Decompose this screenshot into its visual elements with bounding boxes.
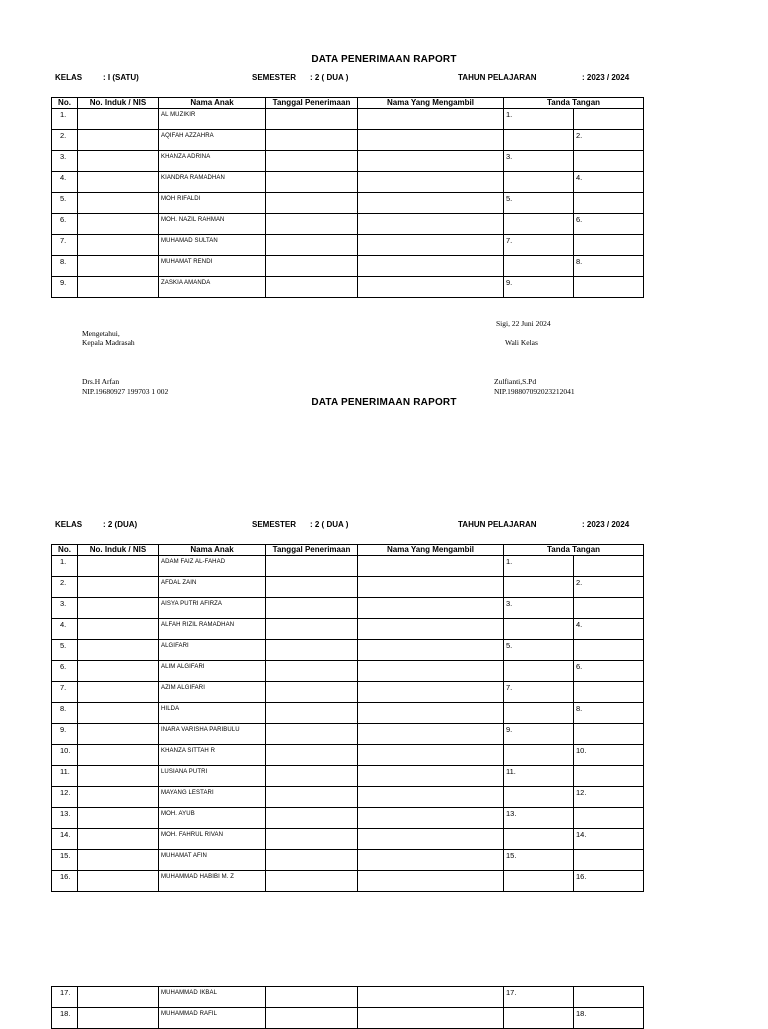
- cell-ttd-left: 7.: [504, 682, 574, 703]
- cell-nis: [78, 193, 159, 214]
- table-row: [52, 598, 644, 619]
- cell-ttd-right: 8.: [574, 256, 644, 277]
- cell-tanggal: [266, 640, 358, 661]
- cell-nama: AFDAL ZAIN: [159, 577, 266, 598]
- section2-tahun-value: : 2023 / 2024: [582, 520, 630, 529]
- cell-pengambil: [358, 682, 504, 703]
- cell-pengambil: [358, 556, 504, 577]
- cell-ttd-left: 17.: [504, 987, 574, 1008]
- cell-ttd-left: [504, 661, 574, 682]
- cell-ttd-left: 15.: [504, 850, 574, 871]
- cell-ttd-right: 8.: [574, 703, 644, 724]
- header-ttd: Tanda Tangan: [504, 545, 644, 556]
- cell-nis: [78, 256, 159, 277]
- cell-nama: AQIFAH AZZAHRA: [159, 130, 266, 151]
- section2-table-continued: [51, 986, 644, 1029]
- table-row: [52, 556, 644, 577]
- cell-tanggal: [266, 766, 358, 787]
- cell-ttd-right: 6.: [574, 214, 644, 235]
- cell-no: 9.: [52, 277, 78, 298]
- table-row: [52, 871, 644, 892]
- cell-ttd-left: [504, 745, 574, 766]
- cell-tanggal: [266, 598, 358, 619]
- cell-nis: [78, 1008, 159, 1029]
- cell-no: 4.: [52, 172, 78, 193]
- cell-ttd-right: [574, 109, 644, 130]
- cell-nama: KHANZA ADRINA: [159, 151, 266, 172]
- cell-nis: [78, 808, 159, 829]
- cell-tanggal: [266, 577, 358, 598]
- cell-ttd-left: [504, 172, 574, 193]
- cell-no: 14.: [52, 829, 78, 850]
- cell-no: 7.: [52, 235, 78, 256]
- section1-table: [51, 97, 644, 298]
- signature-place-date: Sigi, 22 Juni 2024: [496, 319, 551, 328]
- cell-nama: ALGIFARI: [159, 640, 266, 661]
- cell-nis: [78, 766, 159, 787]
- cell-nama: KIANDRA RAMADHAN: [159, 172, 266, 193]
- cell-tanggal: [266, 619, 358, 640]
- cell-nis: [78, 987, 159, 1008]
- cell-no: 8.: [52, 256, 78, 277]
- cell-nama: KHANZA SITTAH R: [159, 745, 266, 766]
- table-row: [52, 577, 644, 598]
- cell-ttd-left: [504, 619, 574, 640]
- cell-nis: [78, 214, 159, 235]
- cell-no: 18.: [52, 1008, 78, 1029]
- cell-nama: HILDA: [159, 703, 266, 724]
- cell-ttd-left: [504, 256, 574, 277]
- cell-nama: LUSIANA PUTRI: [159, 766, 266, 787]
- cell-pengambil: [358, 745, 504, 766]
- section1-semester-label: SEMESTER: [252, 73, 297, 82]
- cell-no: 11.: [52, 766, 78, 787]
- cell-nis: [78, 151, 159, 172]
- cell-no: 10.: [52, 745, 78, 766]
- section2-tahun-label: TAHUN PELAJARAN: [458, 520, 537, 529]
- cell-ttd-right: 18.: [574, 1008, 644, 1029]
- cell-tanggal: [266, 130, 358, 151]
- cell-ttd-left: [504, 577, 574, 598]
- cell-tanggal: [266, 850, 358, 871]
- cell-pengambil: [358, 724, 504, 745]
- table-row: [52, 724, 644, 745]
- cell-nama: MOH. AYUB: [159, 808, 266, 829]
- cell-tanggal: [266, 277, 358, 298]
- header-pengambil: Nama Yang Mengambil: [358, 545, 504, 556]
- table-row: [52, 829, 644, 850]
- cell-pengambil: [358, 640, 504, 661]
- cell-pengambil: [358, 109, 504, 130]
- cell-tanggal: [266, 172, 358, 193]
- cell-no: 15.: [52, 850, 78, 871]
- cell-ttd-left: [504, 1008, 574, 1029]
- section2-kelas-value: : 2 (DUA): [103, 520, 138, 529]
- cell-pengambil: [358, 1008, 504, 1029]
- cell-ttd-right: [574, 151, 644, 172]
- cell-tanggal: [266, 787, 358, 808]
- cell-pengambil: [358, 214, 504, 235]
- cell-tanggal: [266, 987, 358, 1008]
- cell-nis: [78, 556, 159, 577]
- cell-no: 13.: [52, 808, 78, 829]
- cell-ttd-right: [574, 808, 644, 829]
- cell-nis: [78, 172, 159, 193]
- cell-tanggal: [266, 808, 358, 829]
- cell-tanggal: [266, 661, 358, 682]
- cell-ttd-left: 11.: [504, 766, 574, 787]
- cell-tanggal: [266, 745, 358, 766]
- cell-nis: [78, 130, 159, 151]
- cell-pengambil: [358, 766, 504, 787]
- cell-nis: [78, 829, 159, 850]
- table-header-row: [52, 545, 644, 556]
- cell-ttd-right: 4.: [574, 172, 644, 193]
- cell-nis: [78, 745, 159, 766]
- cell-nama: MUHAMAT RENDI: [159, 256, 266, 277]
- cell-nama: ALIM ALGIFARI: [159, 661, 266, 682]
- cell-pengambil: [358, 987, 504, 1008]
- header-pengambil: Nama Yang Mengambil: [358, 98, 504, 109]
- cell-pengambil: [358, 829, 504, 850]
- cell-pengambil: [358, 703, 504, 724]
- cell-pengambil: [358, 598, 504, 619]
- cell-ttd-right: [574, 640, 644, 661]
- cell-ttd-left: [504, 214, 574, 235]
- cell-pengambil: [358, 619, 504, 640]
- cell-ttd-right: 16.: [574, 871, 644, 892]
- cell-pengambil: [358, 256, 504, 277]
- section1-tahun-label: TAHUN PELAJARAN: [458, 73, 537, 82]
- cell-ttd-right: [574, 277, 644, 298]
- cell-nama: MUHAMMAD IKBAL: [159, 987, 266, 1008]
- cell-pengambil: [358, 808, 504, 829]
- signature-mengetahui: Mengetahui,: [82, 329, 120, 338]
- header-nis: No. Induk / NIS: [78, 98, 159, 109]
- table-header-row: [52, 98, 644, 109]
- cell-ttd-right: [574, 682, 644, 703]
- cell-tanggal: [266, 235, 358, 256]
- header-nama: Nama Anak: [159, 545, 266, 556]
- cell-ttd-left: [504, 829, 574, 850]
- cell-nama: MUHAMAD SULTAN: [159, 235, 266, 256]
- table-row: [52, 109, 644, 130]
- table-row: [52, 745, 644, 766]
- cell-nama: AZIM ALGIFARI: [159, 682, 266, 703]
- cell-nis: [78, 277, 159, 298]
- section2-title: DATA PENERIMAAN RAPORT: [311, 397, 457, 408]
- table-row: [52, 640, 644, 661]
- cell-ttd-left: 13.: [504, 808, 574, 829]
- cell-no: 7.: [52, 682, 78, 703]
- cell-ttd-left: 9.: [504, 724, 574, 745]
- header-tanggal: Tanggal Penerimaan: [266, 98, 358, 109]
- cell-nama: ADAM FAIZ AL-FAHAD: [159, 556, 266, 577]
- cell-tanggal: [266, 214, 358, 235]
- cell-pengambil: [358, 871, 504, 892]
- cell-no: 8.: [52, 703, 78, 724]
- cell-tanggal: [266, 703, 358, 724]
- cell-no: 3.: [52, 598, 78, 619]
- cell-ttd-left: [504, 130, 574, 151]
- cell-ttd-right: [574, 556, 644, 577]
- header-no: No.: [52, 545, 78, 556]
- cell-no: 4.: [52, 619, 78, 640]
- cell-ttd-left: 5.: [504, 193, 574, 214]
- cell-nis: [78, 235, 159, 256]
- signature-kepala-name: Drs.H Arfan: [82, 377, 120, 386]
- signature-wali-title: Wali Kelas: [505, 338, 538, 347]
- cell-nis: [78, 619, 159, 640]
- table-row: [52, 808, 644, 829]
- cell-no: 2.: [52, 130, 78, 151]
- table-row: [52, 277, 644, 298]
- section1-semester-value: : 2 ( DUA ): [310, 73, 349, 82]
- cell-pengambil: [358, 193, 504, 214]
- cell-no: 5.: [52, 640, 78, 661]
- cell-ttd-right: 2.: [574, 577, 644, 598]
- section1-kelas-value: : I (SATU): [103, 73, 139, 82]
- cell-ttd-left: 3.: [504, 598, 574, 619]
- cell-nis: [78, 682, 159, 703]
- cell-no: 9.: [52, 724, 78, 745]
- section2-semester-value: : 2 ( DUA ): [310, 520, 349, 529]
- cell-pengambil: [358, 130, 504, 151]
- cell-tanggal: [266, 151, 358, 172]
- table-row: [52, 850, 644, 871]
- cell-ttd-right: 6.: [574, 661, 644, 682]
- cell-no: 3.: [52, 151, 78, 172]
- cell-no: 6.: [52, 214, 78, 235]
- cell-tanggal: [266, 256, 358, 277]
- header-ttd: Tanda Tangan: [504, 98, 644, 109]
- cell-no: 2.: [52, 577, 78, 598]
- signature-kepala-title: Kepala Madrasah: [82, 338, 135, 347]
- cell-tanggal: [266, 109, 358, 130]
- cell-ttd-left: [504, 703, 574, 724]
- header-tanggal: Tanggal Penerimaan: [266, 545, 358, 556]
- cell-nis: [78, 703, 159, 724]
- cell-nama: MOH. NAZIL RAHMAN: [159, 214, 266, 235]
- cell-no: 17.: [52, 987, 78, 1008]
- cell-pengambil: [358, 787, 504, 808]
- cell-ttd-left: [504, 871, 574, 892]
- cell-ttd-right: 12.: [574, 787, 644, 808]
- section2-semester-label: SEMESTER: [252, 520, 297, 529]
- cell-tanggal: [266, 1008, 358, 1029]
- table-row: [52, 193, 644, 214]
- cell-no: 16.: [52, 871, 78, 892]
- cell-tanggal: [266, 724, 358, 745]
- cell-no: 12.: [52, 787, 78, 808]
- table-row: [52, 619, 644, 640]
- cell-pengambil: [358, 661, 504, 682]
- table-row: [52, 766, 644, 787]
- cell-pengambil: [358, 235, 504, 256]
- header-nis: No. Induk / NIS: [78, 545, 159, 556]
- table-row: [52, 1008, 644, 1029]
- cell-tanggal: [266, 871, 358, 892]
- table-row: [52, 130, 644, 151]
- signature-kepala-nip: NIP.19680927 199703 1 002: [82, 387, 169, 396]
- table-row: [52, 787, 644, 808]
- table-row: [52, 661, 644, 682]
- cell-nama: MAYANG LESTARI: [159, 787, 266, 808]
- cell-ttd-right: [574, 766, 644, 787]
- cell-tanggal: [266, 682, 358, 703]
- table-row: [52, 151, 644, 172]
- header-no: No.: [52, 98, 78, 109]
- cell-nama: AISYA PUTRI AFIRZA: [159, 598, 266, 619]
- cell-ttd-left: 5.: [504, 640, 574, 661]
- cell-pengambil: [358, 577, 504, 598]
- cell-nama: ZASKIA AMANDA: [159, 277, 266, 298]
- cell-ttd-right: [574, 598, 644, 619]
- cell-nis: [78, 871, 159, 892]
- cell-pengambil: [358, 172, 504, 193]
- cell-nama: INARA VARISHA PARIBULU: [159, 724, 266, 745]
- cell-ttd-right: 10.: [574, 745, 644, 766]
- cell-nama: AL MUZIKIR: [159, 109, 266, 130]
- cell-no: 5.: [52, 193, 78, 214]
- cell-nama: MOH. FAHRUL RIVAN: [159, 829, 266, 850]
- cell-ttd-right: 4.: [574, 619, 644, 640]
- cell-ttd-right: [574, 724, 644, 745]
- cell-nama: MUHAMMAD RAFIL: [159, 1008, 266, 1029]
- cell-nis: [78, 109, 159, 130]
- cell-tanggal: [266, 829, 358, 850]
- cell-ttd-left: 3.: [504, 151, 574, 172]
- section1-title: DATA PENERIMAAN RAPORT: [311, 54, 457, 65]
- cell-no: 1.: [52, 556, 78, 577]
- cell-nis: [78, 598, 159, 619]
- cell-ttd-left: 1.: [504, 109, 574, 130]
- cell-nis: [78, 661, 159, 682]
- table-row: [52, 703, 644, 724]
- cell-ttd-left: 7.: [504, 235, 574, 256]
- cell-ttd-left: 9.: [504, 277, 574, 298]
- cell-nis: [78, 787, 159, 808]
- cell-tanggal: [266, 193, 358, 214]
- cell-no: 6.: [52, 661, 78, 682]
- cell-nama: MUHAMMAD HABIBI M. Z: [159, 871, 266, 892]
- cell-nis: [78, 577, 159, 598]
- cell-nama: MOH RIFALDI: [159, 193, 266, 214]
- cell-ttd-left: [504, 787, 574, 808]
- cell-ttd-left: 1.: [504, 556, 574, 577]
- section1-kelas-label: KELAS: [55, 73, 83, 82]
- cell-nama: MUHAMAT AFIN: [159, 850, 266, 871]
- signature-wali-name: Zulfianti,S.Pd: [494, 377, 537, 386]
- table-row: [52, 235, 644, 256]
- cell-pengambil: [358, 277, 504, 298]
- table-row: [52, 682, 644, 703]
- cell-no: 1.: [52, 109, 78, 130]
- cell-ttd-right: [574, 850, 644, 871]
- cell-tanggal: [266, 556, 358, 577]
- signature-wali-nip: NIP.198807092023212041: [494, 387, 575, 396]
- table-row: [52, 172, 644, 193]
- cell-ttd-right: 14.: [574, 829, 644, 850]
- cell-nis: [78, 850, 159, 871]
- section1-tahun-value: : 2023 / 2024: [582, 73, 630, 82]
- cell-nama: ALFAH RIZIL RAMADHAN: [159, 619, 266, 640]
- cell-nis: [78, 724, 159, 745]
- cell-ttd-right: [574, 987, 644, 1008]
- section2-kelas-label: KELAS: [55, 520, 83, 529]
- table-row: [52, 987, 644, 1008]
- cell-pengambil: [358, 151, 504, 172]
- cell-ttd-right: [574, 193, 644, 214]
- cell-ttd-right: 2.: [574, 130, 644, 151]
- cell-nis: [78, 640, 159, 661]
- cell-ttd-right: [574, 235, 644, 256]
- header-nama: Nama Anak: [159, 98, 266, 109]
- table-row: [52, 256, 644, 277]
- cell-pengambil: [358, 850, 504, 871]
- table-row: [52, 214, 644, 235]
- section2-table: [51, 544, 644, 892]
